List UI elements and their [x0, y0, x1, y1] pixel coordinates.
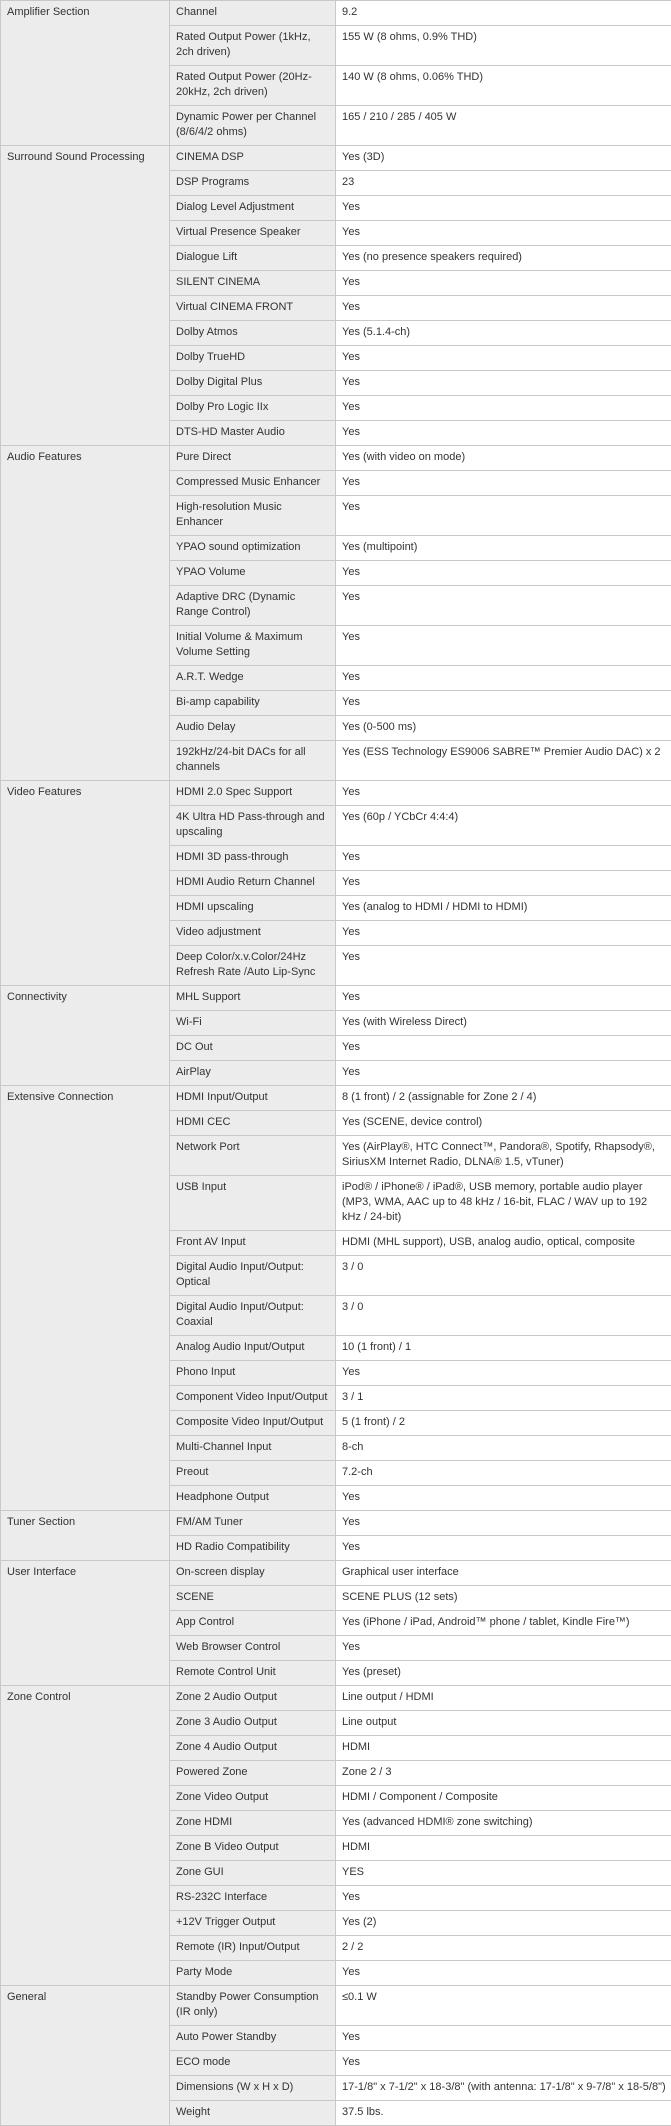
- spec-value: Yes: [336, 421, 671, 446]
- spec-value: Yes: [336, 396, 671, 421]
- spec-value: Yes: [336, 986, 671, 1011]
- spec-label: Zone HDMI: [170, 1811, 336, 1836]
- table-row: [1, 1561, 671, 1586]
- spec-value: Yes: [336, 626, 671, 666]
- spec-value: Yes (advanced HDMI® zone switching): [336, 1811, 671, 1836]
- table-row: [1, 146, 671, 171]
- spec-label: Zone Video Output: [170, 1786, 336, 1811]
- spec-label: USB Input: [170, 1176, 336, 1231]
- spec-label: Rated Output Power (1kHz, 2ch driven): [170, 26, 336, 66]
- spec-label: Compressed Music Enhancer: [170, 471, 336, 496]
- spec-label: Virtual Presence Speaker: [170, 221, 336, 246]
- spec-label: Adaptive DRC (Dynamic Range Control): [170, 586, 336, 626]
- spec-label: Front AV Input: [170, 1231, 336, 1256]
- spec-label: AirPlay: [170, 1061, 336, 1086]
- spec-value: HDMI: [336, 1736, 671, 1761]
- spec-value: SCENE PLUS (12 sets): [336, 1586, 671, 1611]
- spec-value: HDMI / Component / Composite: [336, 1786, 671, 1811]
- spec-value: Yes: [336, 2026, 671, 2051]
- spec-label: RS-232C Interface: [170, 1886, 336, 1911]
- spec-value: Yes (60p / YCbCr 4:4:4): [336, 806, 671, 846]
- spec-value: 3 / 0: [336, 1256, 671, 1296]
- spec-label: HDMI 2.0 Spec Support: [170, 781, 336, 806]
- spec-value: Yes (ESS Technology ES9006 SABRE™ Premier Audio DAC) x 2: [336, 741, 671, 781]
- spec-label: Dynamic Power per Channel (8/6/4/2 ohms): [170, 106, 336, 146]
- spec-value: Yes (multipoint): [336, 536, 671, 561]
- spec-value: 3 / 1: [336, 1386, 671, 1411]
- spec-value: 3 / 0: [336, 1296, 671, 1336]
- spec-label: Preout: [170, 1461, 336, 1486]
- spec-table-body: [1, 1, 671, 2126]
- spec-value: Yes: [336, 921, 671, 946]
- spec-label: Component Video Input/Output: [170, 1386, 336, 1411]
- spec-label: HDMI Audio Return Channel: [170, 871, 336, 896]
- spec-label: Multi-Channel Input: [170, 1436, 336, 1461]
- spec-value: HDMI (MHL support), USB, analog audio, optical, composite: [336, 1231, 671, 1256]
- spec-value: YES: [336, 1861, 671, 1886]
- spec-value: Yes (with Wireless Direct): [336, 1011, 671, 1036]
- spec-value: Yes: [336, 1961, 671, 1986]
- spec-value: Yes: [336, 1061, 671, 1086]
- spec-label: 4K Ultra HD Pass-through and upscaling: [170, 806, 336, 846]
- spec-value: 155 W (8 ohms, 0.9% THD): [336, 26, 671, 66]
- spec-value: Yes: [336, 496, 671, 536]
- spec-value: 8-ch: [336, 1436, 671, 1461]
- spec-label: Remote Control Unit: [170, 1661, 336, 1686]
- section-name: Zone Control: [1, 1686, 170, 1986]
- spec-label: High-resolution Music Enhancer: [170, 496, 336, 536]
- spec-value: Yes: [336, 561, 671, 586]
- spec-value: 23: [336, 171, 671, 196]
- spec-label: YPAO Volume: [170, 561, 336, 586]
- spec-label: Party Mode: [170, 1961, 336, 1986]
- table-row: [1, 1511, 671, 1536]
- spec-label: FM/AM Tuner: [170, 1511, 336, 1536]
- spec-label: Dialogue Lift: [170, 246, 336, 271]
- spec-value: Yes: [336, 871, 671, 896]
- spec-label: ECO mode: [170, 2051, 336, 2076]
- section-name: Surround Sound Processing: [1, 146, 170, 446]
- spec-value: iPod® / iPhone® / iPad®, USB memory, portable audio player (MP3, WMA, AAC up to 48 kHz / 16-bit, FLAC / WAV up to 192 kHz / 24-bit): [336, 1176, 671, 1231]
- spec-value: Graphical user interface: [336, 1561, 671, 1586]
- spec-value: Yes: [336, 586, 671, 626]
- section-name: Audio Features: [1, 446, 170, 781]
- table-row: [1, 781, 671, 806]
- spec-label: DSP Programs: [170, 171, 336, 196]
- spec-label: Channel: [170, 1, 336, 26]
- spec-value: Yes: [336, 271, 671, 296]
- spec-label: A.R.T. Wedge: [170, 666, 336, 691]
- table-row: [1, 1986, 671, 2026]
- spec-label: SILENT CINEMA: [170, 271, 336, 296]
- table-row: [1, 986, 671, 1011]
- spec-value: Yes: [336, 296, 671, 321]
- spec-value: 10 (1 front) / 1: [336, 1336, 671, 1361]
- spec-value: 165 / 210 / 285 / 405 W: [336, 106, 671, 146]
- table-row: [1, 1, 671, 26]
- spec-label: Digital Audio Input/Output: Coaxial: [170, 1296, 336, 1336]
- spec-label: App Control: [170, 1611, 336, 1636]
- spec-label: Bi-amp capability: [170, 691, 336, 716]
- spec-value: Zone 2 / 3: [336, 1761, 671, 1786]
- spec-label: MHL Support: [170, 986, 336, 1011]
- spec-value: Yes (AirPlay®, HTC Connect™, Pandora®, Spotify, Rhapsody®, SiriusXM Internet Radio, DLNA® 1.5, vTuner): [336, 1136, 671, 1176]
- spec-value: 5 (1 front) / 2: [336, 1411, 671, 1436]
- spec-label: Deep Color/x.v.Color/24Hz Refresh Rate /Auto Lip-Sync: [170, 946, 336, 986]
- spec-value: Yes (0-500 ms): [336, 716, 671, 741]
- spec-value: Yes: [336, 666, 671, 691]
- spec-label: Headphone Output: [170, 1486, 336, 1511]
- spec-label: YPAO sound optimization: [170, 536, 336, 561]
- table-row: [1, 446, 671, 471]
- spec-label: Analog Audio Input/Output: [170, 1336, 336, 1361]
- spec-label: Zone GUI: [170, 1861, 336, 1886]
- spec-label: Dolby Atmos: [170, 321, 336, 346]
- spec-value: Yes (preset): [336, 1661, 671, 1686]
- spec-value: 9.2: [336, 1, 671, 26]
- spec-value: Yes: [336, 221, 671, 246]
- spec-value: Yes: [336, 1036, 671, 1061]
- spec-value: HDMI: [336, 1836, 671, 1861]
- spec-value: Yes (5.1.4-ch): [336, 321, 671, 346]
- spec-value: 8 (1 front) / 2 (assignable for Zone 2 / 4): [336, 1086, 671, 1111]
- spec-label: HDMI CEC: [170, 1111, 336, 1136]
- spec-value: Yes: [336, 946, 671, 986]
- spec-label: Pure Direct: [170, 446, 336, 471]
- spec-label: Composite Video Input/Output: [170, 1411, 336, 1436]
- spec-label: Audio Delay: [170, 716, 336, 741]
- spec-value: Yes: [336, 1886, 671, 1911]
- spec-label: Dimensions (W x H x D): [170, 2076, 336, 2101]
- spec-value: Yes (2): [336, 1911, 671, 1936]
- spec-value: Yes: [336, 846, 671, 871]
- spec-label: DC Out: [170, 1036, 336, 1061]
- spec-label: DTS-HD Master Audio: [170, 421, 336, 446]
- spec-value: Yes (analog to HDMI / HDMI to HDMI): [336, 896, 671, 921]
- spec-label: Zone 2 Audio Output: [170, 1686, 336, 1711]
- spec-value: Yes (iPhone / iPad, Android™ phone / tablet, Kindle Fire™): [336, 1611, 671, 1636]
- spec-value: 140 W (8 ohms, 0.06% THD): [336, 66, 671, 106]
- spec-value: Yes: [336, 471, 671, 496]
- spec-value: ≤0.1 W: [336, 1986, 671, 2026]
- spec-label: HDMI Input/Output: [170, 1086, 336, 1111]
- section-name: User Interface: [1, 1561, 170, 1686]
- spec-label: Phono Input: [170, 1361, 336, 1386]
- section-name: Tuner Section: [1, 1511, 170, 1561]
- spec-label: Standby Power Consumption (IR only): [170, 1986, 336, 2026]
- spec-label: SCENE: [170, 1586, 336, 1611]
- spec-label: Video adjustment: [170, 921, 336, 946]
- spec-label: HDMI 3D pass-through: [170, 846, 336, 871]
- spec-label: Dialog Level Adjustment: [170, 196, 336, 221]
- spec-label: Initial Volume & Maximum Volume Setting: [170, 626, 336, 666]
- spec-label: Dolby Digital Plus: [170, 371, 336, 396]
- spec-value: Yes (no presence speakers required): [336, 246, 671, 271]
- spec-label: +12V Trigger Output: [170, 1911, 336, 1936]
- spec-label: Wi-Fi: [170, 1011, 336, 1036]
- spec-value: Yes: [336, 1536, 671, 1561]
- spec-value: Yes: [336, 196, 671, 221]
- spec-label: Dolby Pro Logic IIx: [170, 396, 336, 421]
- spec-value: Yes: [336, 1636, 671, 1661]
- spec-label: Zone B Video Output: [170, 1836, 336, 1861]
- spec-value: Yes: [336, 2051, 671, 2076]
- spec-value: 7.2-ch: [336, 1461, 671, 1486]
- spec-value: 2 / 2: [336, 1936, 671, 1961]
- spec-label: HD Radio Compatibility: [170, 1536, 336, 1561]
- spec-label: Virtual CINEMA FRONT: [170, 296, 336, 321]
- section-name: Amplifier Section: [1, 1, 170, 146]
- spec-label: HDMI upscaling: [170, 896, 336, 921]
- spec-label: 192kHz/24-bit DACs for all channels: [170, 741, 336, 781]
- spec-value: 37.5 lbs.: [336, 2101, 671, 2126]
- table-row: [1, 1686, 671, 1711]
- spec-label: Web Browser Control: [170, 1636, 336, 1661]
- section-name: Connectivity: [1, 986, 170, 1086]
- spec-label: Dolby TrueHD: [170, 346, 336, 371]
- section-name: Video Features: [1, 781, 170, 986]
- spec-value: Yes: [336, 346, 671, 371]
- spec-label: Zone 4 Audio Output: [170, 1736, 336, 1761]
- spec-value: Yes: [336, 781, 671, 806]
- spec-label: Zone 3 Audio Output: [170, 1711, 336, 1736]
- spec-label: On-screen display: [170, 1561, 336, 1586]
- spec-value: Yes (3D): [336, 146, 671, 171]
- spec-value: Line output / HDMI: [336, 1686, 671, 1711]
- spec-value: Yes: [336, 1486, 671, 1511]
- spec-value: Line output: [336, 1711, 671, 1736]
- spec-label: Auto Power Standby: [170, 2026, 336, 2051]
- table-row: [1, 1086, 671, 1111]
- spec-label: Digital Audio Input/Output: Optical: [170, 1256, 336, 1296]
- spec-label: CINEMA DSP: [170, 146, 336, 171]
- spec-value: Yes: [336, 1361, 671, 1386]
- spec-label: Network Port: [170, 1136, 336, 1176]
- spec-label: Remote (IR) Input/Output: [170, 1936, 336, 1961]
- section-name: Extensive Connection: [1, 1086, 170, 1511]
- spec-value: 17-1/8" x 7-1/2" x 18-3/8" (with antenna: 17-1/8" x 9-7/8" x 18-5/8"): [336, 2076, 671, 2101]
- spec-value: Yes (with video on mode): [336, 446, 671, 471]
- spec-value: Yes: [336, 691, 671, 716]
- spec-value: Yes (SCENE, device control): [336, 1111, 671, 1136]
- spec-label: Weight: [170, 2101, 336, 2126]
- spec-label: Rated Output Power (20Hz-20kHz, 2ch driven): [170, 66, 336, 106]
- spec-value: Yes: [336, 371, 671, 396]
- spec-value: Yes: [336, 1511, 671, 1536]
- section-name: General: [1, 1986, 170, 2126]
- spec-label: Powered Zone: [170, 1761, 336, 1786]
